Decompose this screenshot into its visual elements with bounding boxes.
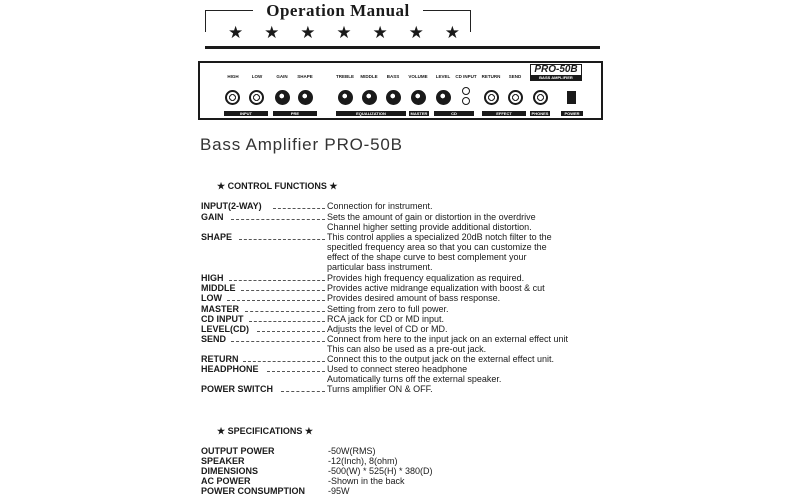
function-desc: Automatically turns off the external speaker. (327, 374, 502, 384)
panel-label-return: RETURN (481, 74, 501, 79)
section-bar-pre: PRE (273, 111, 317, 116)
star-icon: ★ (264, 23, 280, 42)
header-rule-left-vertical (205, 10, 206, 32)
leader-dots (245, 311, 325, 312)
panel-label-shape: SHAPE (297, 74, 313, 79)
function-label: CD INPUT (201, 314, 244, 324)
function-label: MASTER (201, 304, 239, 314)
panel-label-treble: TREBLE (336, 74, 354, 79)
leader-dots (249, 321, 325, 322)
leader-dots (281, 391, 325, 392)
star-icon: ★ (336, 23, 352, 42)
star-icon: ★ (228, 23, 244, 42)
function-label: INPUT(2-WAY) (201, 201, 262, 211)
leader-dots (227, 300, 325, 301)
function-desc: specitled frequency area so that you can customize the (327, 242, 547, 252)
leader-dots (229, 280, 325, 281)
section-bar-master: MASTER (410, 111, 428, 116)
leader-dots (241, 290, 325, 291)
function-desc: Connect from here to the input jack on an external effect unit (327, 334, 568, 344)
return-jack (484, 90, 499, 105)
panel-label-level: LEVEL (435, 74, 451, 79)
star-icon: ★ (300, 23, 316, 42)
document-title: Bass Amplifier PRO-50B (200, 135, 403, 154)
panel-label-middle: MIDDLE (360, 74, 378, 79)
spec-label-speaker: SPEAKER (201, 456, 245, 466)
function-label: GAIN (201, 212, 224, 222)
function-label: MIDDLE (201, 283, 236, 293)
leader-dots (243, 361, 325, 362)
leader-dots (267, 371, 325, 372)
panel-brand-plate (530, 64, 582, 81)
section-bar-power: POWER (561, 111, 583, 116)
function-desc: Connect this to the output jack on the external effect unit. (327, 354, 554, 364)
panel-label-volume: VOLUME (408, 74, 428, 79)
function-label: SHAPE (201, 232, 233, 242)
leader-dots (231, 219, 325, 220)
spec-label-power-consumption: POWER CONSUMPTION (201, 486, 306, 496)
function-desc: Used to connect stereo headphone (327, 364, 468, 374)
function-label: HEADPHONE (201, 364, 259, 374)
shape-knob (298, 90, 313, 105)
cd-rca-jack-top (462, 87, 470, 95)
header-rule-left (205, 10, 253, 11)
function-desc: This control applies a specialized 20dB notch filter to the (327, 232, 552, 242)
spec-label-dimensions: DIMENSIONS (201, 466, 259, 476)
function-label: SEND (201, 334, 227, 344)
function-row-shape (201, 232, 621, 272)
section-bar-cd: CD (434, 111, 474, 116)
send-jack (508, 90, 523, 105)
star-icon: ★ (444, 23, 460, 42)
panel-brand-subtitle: BASS AMPLIFIER (531, 75, 581, 80)
function-desc: Provides desired amount of bass response. (327, 293, 501, 303)
manual-title: Operation Manual (266, 1, 410, 20)
function-desc: Provides active midrange equalization with boost & cut (327, 283, 545, 293)
function-label: LEVEL(CD) (201, 324, 249, 334)
function-desc: Adjusts the level of CD or MD. (327, 324, 448, 334)
bass-knob (386, 90, 401, 105)
function-desc: Connection for instrument. (327, 201, 433, 211)
control-functions-heading: ★ CONTROL FUNCTIONS ★ (217, 181, 338, 191)
panel-label-send: SEND (508, 74, 522, 79)
star-icon: ★ (372, 23, 388, 42)
function-desc: This can also be used as a pre-out jack. (327, 344, 487, 354)
spec-label-output-power: OUTPUT POWER (201, 446, 275, 456)
header-rule-right (423, 10, 471, 11)
phones-jack (533, 90, 548, 105)
function-desc: Setting from zero to full power. (327, 304, 449, 314)
function-label: POWER SWITCH (201, 384, 273, 394)
input-jack-high (225, 90, 240, 105)
function-row-headphone (201, 364, 621, 384)
volume-knob (411, 90, 426, 105)
treble-knob (338, 90, 353, 105)
function-row-low (201, 293, 621, 304)
function-row-gain (201, 212, 621, 232)
panel-label-bass: BASS (386, 74, 400, 79)
function-row-power-switch (201, 384, 621, 395)
spec-value-output-power: -50W(RMS) (328, 446, 376, 456)
spec-value-speaker: -12(Inch), 8(ohm) (328, 456, 398, 466)
function-label: HIGH (201, 273, 224, 283)
function-desc: Provides high frequency equalization as required. (327, 273, 525, 283)
section-bar-effect: EFFECT (482, 111, 526, 116)
leader-dots (231, 341, 325, 342)
function-label: RETURN (201, 354, 239, 364)
cd-rca-jack-bottom (462, 97, 470, 105)
leader-dots (257, 331, 325, 332)
specifications-heading: ★ SPECIFICATIONS ★ (217, 426, 313, 436)
function-row-send (201, 334, 621, 354)
cd-level-knob (436, 90, 451, 105)
panel-label-high: HIGH (227, 74, 239, 79)
power-switch-icon (567, 91, 576, 104)
section-bar-phones: PHONES (531, 111, 549, 116)
star-row (228, 24, 460, 41)
panel-label-low: LOW (251, 74, 263, 79)
header-rule-right-vertical (470, 10, 471, 32)
panel-brand-name: PRO-50B (534, 64, 578, 75)
function-desc: Sets the amount of gain or distortion in the overdrive (327, 212, 536, 222)
section-bar-input: INPUT (224, 111, 268, 116)
header-thick-rule (205, 46, 600, 49)
function-desc: particular bass instrument. (327, 262, 433, 272)
section-bar-equalization: EQUALIZATION (336, 111, 406, 116)
function-desc: RCA jack for CD or MD input. (327, 314, 445, 324)
function-desc: effect of the shape curve to best complement your (327, 252, 527, 262)
leader-dots (239, 239, 325, 240)
middle-knob (362, 90, 377, 105)
star-icon: ★ (408, 23, 424, 42)
spec-value-power-consumption: -95W (328, 486, 350, 496)
input-jack-low (249, 90, 264, 105)
leader-dots (273, 208, 325, 209)
amplifier-front-panel (198, 61, 603, 120)
spec-label-ac-power: AC POWER (201, 476, 251, 486)
function-row-input (201, 201, 621, 212)
spec-value-ac-power: -Shown in the back (328, 476, 405, 486)
spec-value-dimensions: -500(W) * 525(H) * 380(D) (328, 466, 433, 476)
gain-knob (275, 90, 290, 105)
function-label: LOW (201, 293, 222, 303)
panel-label-cd-input: CD INPUT (455, 74, 477, 79)
function-desc: Turns amplifier ON & OFF. (327, 384, 433, 394)
panel-label-gain: GAIN (276, 74, 288, 79)
function-desc: Channel higher setting provide additional distortion. (327, 222, 532, 232)
